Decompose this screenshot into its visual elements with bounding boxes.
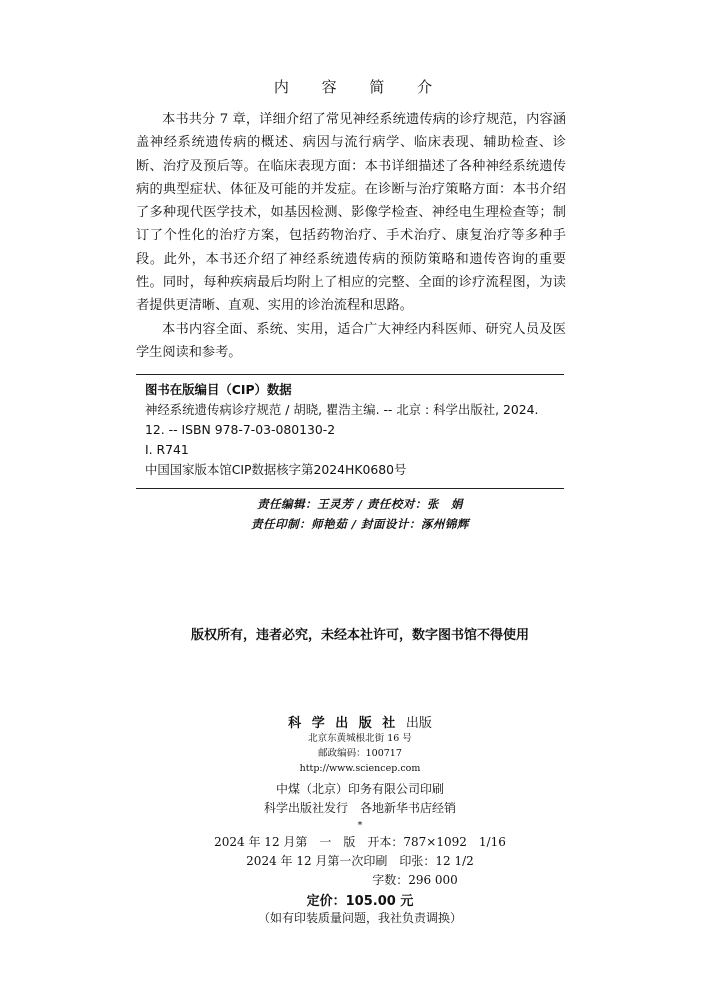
price-line: 定价：105.00 元	[306, 894, 414, 909]
printing-line: 2024 年 12 月第一次印刷 印张：12 1/2	[246, 854, 474, 868]
cip-line-1: 神经系统遗传病诊疗规范 / 胡晓, 瞿浩主编. -- 北京 : 科学出版社, 2024.	[145, 402, 539, 417]
cip-top-rule	[136, 374, 564, 375]
printer-line: 中煤（北京）印务有限公司印刷	[275, 782, 444, 796]
publisher-url: http://www.sciencep.com	[299, 763, 421, 774]
separator-star: *	[357, 820, 363, 831]
publisher-suffix: 出版	[405, 716, 432, 731]
intro-text	[136, 108, 566, 364]
intro-paragraph-2: 本书内容全面、系统、实用，适合广大神经内科医师、研究人员及医学生阅读和参考。	[136, 321, 566, 360]
cip-block	[145, 380, 565, 480]
cip-heading: 图书在版编目（CIP）数据	[145, 382, 292, 397]
cip-line-2: 12. -- ISBN 978-7-03-080130-2	[145, 422, 336, 437]
intro-title: 内 容 简 介	[273, 78, 447, 96]
cip-line-3: Ⅰ. R741	[145, 442, 189, 457]
rights-notice: 版权所有，违者必究，未经本社许可，数字图书馆不得使用	[190, 628, 529, 643]
intro-paragraph-1: 本书共分 7 章，详细介绍了常见神经系统遗传病的诊疗规范，内容涵盖神经系统遗传病的概述、病因与流行病学、临床表现、辅助检查、诊断、治疗及预后等。在临床表现方面：本书详细描述了各种神经系统遗传病的典型症状、体征及可能的并发症。在诊断与治疗策略方面：本书介绍了多种现代医学技术，如基因检测、影像学检查、神经电生理检查等；制订了个性化的治疗方案，包括药物治疗、手术治疗、康复治疗等多种手段。此外，本书还介绍了神经系统遗传病的预防策略和遗传咨询的重要性。同时，每种疾病最后均附上了相应的完整、全面的诊疗流程图，为读者提供更清晰、直观、实用的诊治流程和思路。	[136, 112, 566, 314]
publisher-block	[0, 712, 720, 928]
staff-credits	[0, 494, 720, 534]
quality-note: （如有印装质量问题，我社负责调换）	[257, 911, 462, 925]
publisher-name	[0, 712, 720, 731]
cip-bottom-rule	[136, 488, 564, 489]
staff-line-2: 责任印制：师艳茹 / 封面设计：涿州锦辉	[251, 517, 469, 531]
publisher-logo-text: 科 学 出 版 社	[288, 716, 399, 731]
cip-line-4: 中国国家版本馆CIP数据核字第2024HK0680号	[145, 462, 407, 477]
edition-line: 2024 年 12 月第 一 版 开本：787×1092 1/16	[214, 835, 506, 849]
wordcount-line: 字数：296 000	[372, 873, 458, 887]
publisher-postcode: 邮政编码：100717	[318, 748, 402, 759]
distribution-line: 科学出版社发行 各地新华书店经销	[263, 801, 456, 815]
staff-line-1: 责任编辑：王灵芳 / 责任校对：张 娟	[257, 497, 463, 511]
publisher-address: 北京东黄城根北街 16 号	[308, 733, 412, 744]
